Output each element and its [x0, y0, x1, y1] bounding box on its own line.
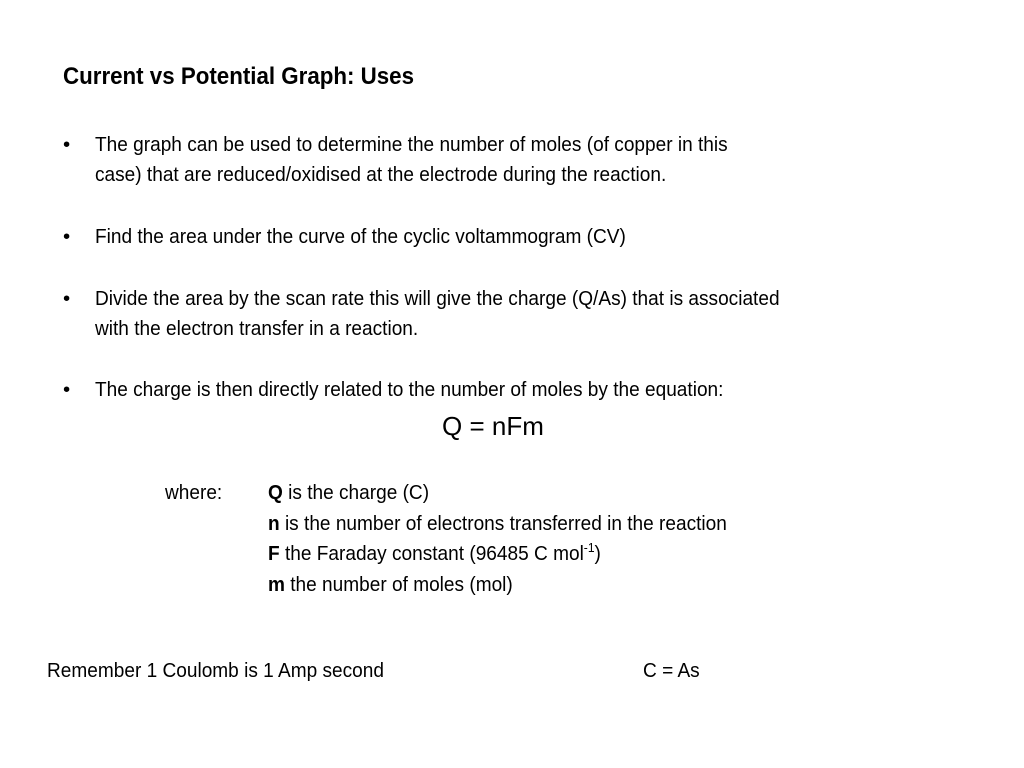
- definition-text-after: ): [594, 542, 601, 565]
- definition-superscript: -1: [583, 540, 595, 555]
- bullet-dot: •: [63, 225, 71, 248]
- definition-text: is the number of electrons transferred in the reaction: [279, 511, 727, 535]
- bullet-text: [95, 222, 895, 252]
- bullet-line: The graph can be used to determine the number of moles (of copper in this: [95, 133, 728, 156]
- bullet-text: [95, 284, 895, 344]
- remember-note: Remember 1 Coulomb is 1 Amp second: [47, 659, 384, 682]
- bullet-dot: •: [63, 133, 71, 156]
- slide-title: Current vs Potential Graph: Uses: [63, 63, 415, 90]
- bullet-line: case) that are reduced/oxidised at the electrode during the reaction.: [95, 163, 667, 186]
- definition-text: the number of moles (mol): [284, 572, 513, 596]
- equation: Q = nFm: [442, 411, 544, 441]
- definition-text: is the charge (C): [282, 481, 430, 504]
- definition-q: [268, 478, 727, 509]
- definition-symbol: Q: [268, 481, 283, 504]
- bullet-item-graph-use: [63, 130, 955, 190]
- bullet-line: The charge is then directly related to the number of moles by the equation:: [95, 378, 724, 401]
- bullet-item-scan-rate: [63, 284, 955, 344]
- definition-f: [268, 539, 727, 570]
- where-label: where:: [165, 481, 223, 504]
- units-note: C = As: [643, 659, 700, 682]
- bullet-dot: •: [63, 287, 71, 310]
- bullet-text: [95, 375, 895, 405]
- bullet-line: Find the area under the curve of the cyclic voltammogram (CV): [95, 225, 626, 248]
- definitions-list: [268, 478, 727, 600]
- definition-text: the Faraday constant (96485 C mol: [279, 542, 584, 565]
- bullet-item-area: [63, 222, 955, 252]
- bullet-item-charge: [63, 375, 955, 405]
- definition-m: [268, 570, 727, 601]
- bullet-line: Divide the area by the scan rate this will give the charge (Q/As) that is associated: [95, 287, 780, 310]
- bullet-line: with the electron transfer in a reaction.: [95, 317, 419, 340]
- definition-symbol: n: [268, 511, 280, 535]
- bullet-dot: •: [63, 378, 71, 401]
- definition-n: [268, 509, 727, 540]
- definition-symbol: F: [268, 542, 280, 565]
- bullet-text: [95, 130, 895, 190]
- definition-symbol: m: [268, 572, 285, 596]
